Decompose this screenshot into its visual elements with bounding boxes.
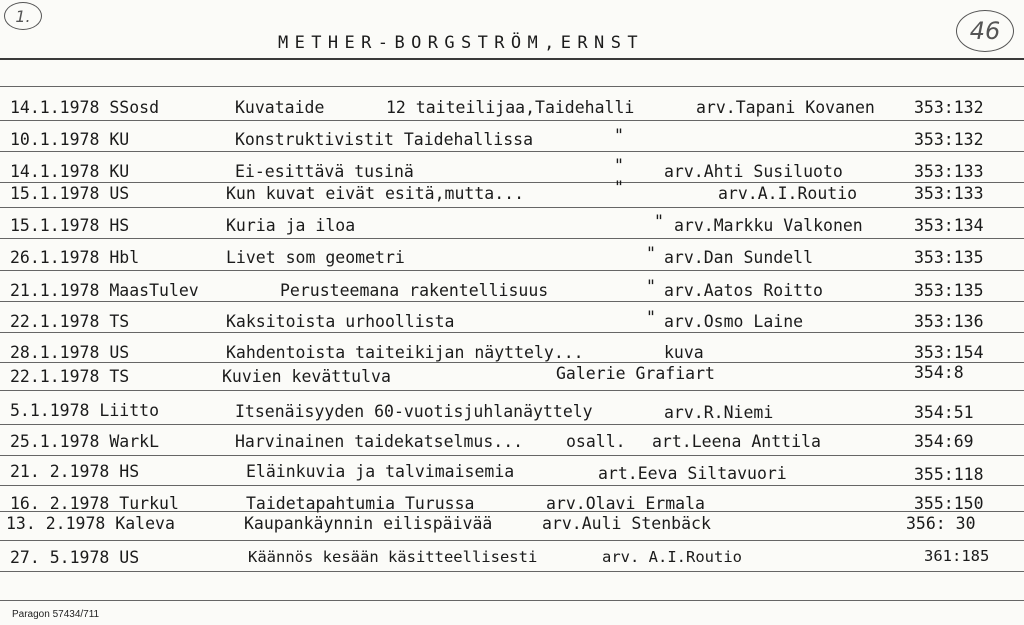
entry-ref: 354:69 <box>914 432 974 451</box>
corner-number-circle <box>4 2 42 30</box>
entry-venue: 12 taiteilijaa,Taidehalli <box>386 98 635 117</box>
corner-number: 1. <box>15 6 31 26</box>
entry-critic: arv.Tapani Kovanen <box>696 98 875 117</box>
ditto-mark: " <box>646 244 656 263</box>
entry-critic: arv.Osmo Laine <box>664 312 804 331</box>
entry-title: Ei-esittävä tusinä <box>235 162 414 181</box>
heading-rule <box>0 58 1024 60</box>
entry-ref: 356: 30 <box>906 514 976 533</box>
entry-date-source: 15.1.1978 HS <box>10 216 130 235</box>
entry-ref: 354:8 <box>914 363 964 382</box>
entry-critic: art.Eeva Siltavuori <box>598 464 787 483</box>
entry-critic: arv.A.I.Routio <box>718 184 858 203</box>
entry-ref: 353:135 <box>914 248 984 267</box>
entry-date-source: 22.1.1978 TS <box>10 312 130 331</box>
ruled-line <box>0 455 1024 456</box>
entry-date-source: 21.1.1978 MaasTulev <box>10 281 199 300</box>
ruled-line <box>0 182 1024 183</box>
ditto-mark: " <box>646 308 656 327</box>
entry-date-source: 22.1.1978 TS <box>10 367 130 386</box>
entry-ref: 354:51 <box>914 403 974 422</box>
entry-title: Kuvataide <box>235 98 325 117</box>
entry-critic: arv.Aatos Roitto <box>664 281 823 300</box>
entry-critic: arv.Auli Stenbäck <box>542 514 711 533</box>
ruled-line <box>0 151 1024 152</box>
entry-venue: Galerie Grafiart <box>556 364 715 383</box>
ditto-mark: " <box>646 277 656 296</box>
entry-title: Kahdentoista taiteikijan näyttely... <box>226 343 584 362</box>
entry-date-source: 25.1.1978 WarkL <box>10 432 160 451</box>
entry-critic: arv.Markku Valkonen <box>674 216 863 235</box>
entry-ref: 353:136 <box>914 312 984 331</box>
entry-title: Kun kuvat eivät esitä,mutta... <box>226 184 525 203</box>
ruled-line <box>0 600 1024 601</box>
entry-title: Livet som geometri <box>226 248 405 267</box>
entry-date-source: 14.1.1978 KU <box>10 162 130 181</box>
entry-critic: arv. A.I.Routio <box>602 548 742 566</box>
card-heading: METHER-BORGSTRÖM,ERNST <box>278 33 644 53</box>
ditto-mark: " <box>614 126 624 145</box>
entry-date-source: 28.1.1978 US <box>10 343 130 362</box>
ruled-line <box>0 424 1024 425</box>
card-footer: Paragon 57434/711 <box>12 609 100 620</box>
entry-date-source: 5.1.1978 Liitto <box>10 401 160 420</box>
entry-date-source: 21. 2.1978 HS <box>10 462 140 481</box>
entry-ref: 353:135 <box>914 281 984 300</box>
entry-title: Kaupankäynnin eilispäivää <box>244 514 493 533</box>
entry-date-source: 26.1.1978 Hbl <box>10 248 140 267</box>
entry-date-source: 13. 2.1978 Kaleva <box>6 514 175 533</box>
ruled-line <box>0 120 1024 121</box>
ruled-line <box>0 301 1024 302</box>
entry-ref: 355:150 <box>914 494 984 513</box>
entry-ref: 361:185 <box>924 547 990 565</box>
entry-date-source: 10.1.1978 KU <box>10 130 130 149</box>
entry-ref: 353:133 <box>914 184 984 203</box>
page-number: 46 <box>969 17 1001 45</box>
ruled-line <box>0 238 1024 239</box>
entry-title: Kuvien kevättulva <box>222 367 391 386</box>
entry-critic: arv.R.Niemi <box>664 403 774 422</box>
entry-ref: 355:118 <box>914 465 984 484</box>
entry-title: Itsenäisyyden 60-vuotisjuhlanäyttely <box>235 402 593 421</box>
entry-title: Perusteemana rakentellisuus <box>280 281 549 300</box>
entry-critic: art.Leena Anttila <box>652 432 821 451</box>
entry-critic: arv.Olavi Ermala <box>546 494 705 513</box>
entry-title: Kuria ja iloa <box>226 216 356 235</box>
entry-title: Käännös kesään käsitteellisesti <box>248 548 538 566</box>
ruled-line <box>0 485 1024 486</box>
ruled-line <box>0 571 1024 572</box>
entry-title: Konstruktivistit Taidehallissa <box>235 130 534 149</box>
entry-date-source: 27. 5.1978 US <box>10 548 140 567</box>
entry-ref: 353:134 <box>914 216 984 235</box>
ruled-line <box>0 270 1024 271</box>
entry-ref: 353:154 <box>914 343 984 362</box>
entry-title: Eläinkuvia ja talvimaisemia <box>246 462 515 481</box>
ruled-line <box>0 332 1024 333</box>
ruled-line <box>0 207 1024 208</box>
entry-critic: arv.Dan Sundell <box>664 248 814 267</box>
ditto-mark: " <box>614 178 624 197</box>
entry-date-source: 16. 2.1978 Turkul <box>10 494 179 513</box>
page-number-circle <box>956 10 1014 52</box>
entry-date-source: 14.1.1978 SSosd <box>10 98 160 117</box>
ruled-line <box>0 86 1024 87</box>
entry-title: Harvinainen taidekatselmus... <box>235 432 524 451</box>
entry-ref: 353:132 <box>914 98 984 117</box>
entry-title: Taidetapahtumia Turussa <box>246 494 475 513</box>
ditto-mark: " <box>654 212 664 231</box>
entry-critic: kuva <box>664 343 704 362</box>
entry-venue: osall. <box>566 432 626 451</box>
entry-critic: arv.Ahti Susiluoto <box>664 162 843 181</box>
ruled-line <box>0 540 1024 541</box>
entry-ref: 353:132 <box>914 130 984 149</box>
ditto-mark: " <box>614 156 624 175</box>
entry-title: Kaksitoista urhoollista <box>226 312 455 331</box>
entry-ref: 353:133 <box>914 162 984 181</box>
ruled-line <box>0 390 1024 391</box>
entry-date-source: 15.1.1978 US <box>10 184 130 203</box>
